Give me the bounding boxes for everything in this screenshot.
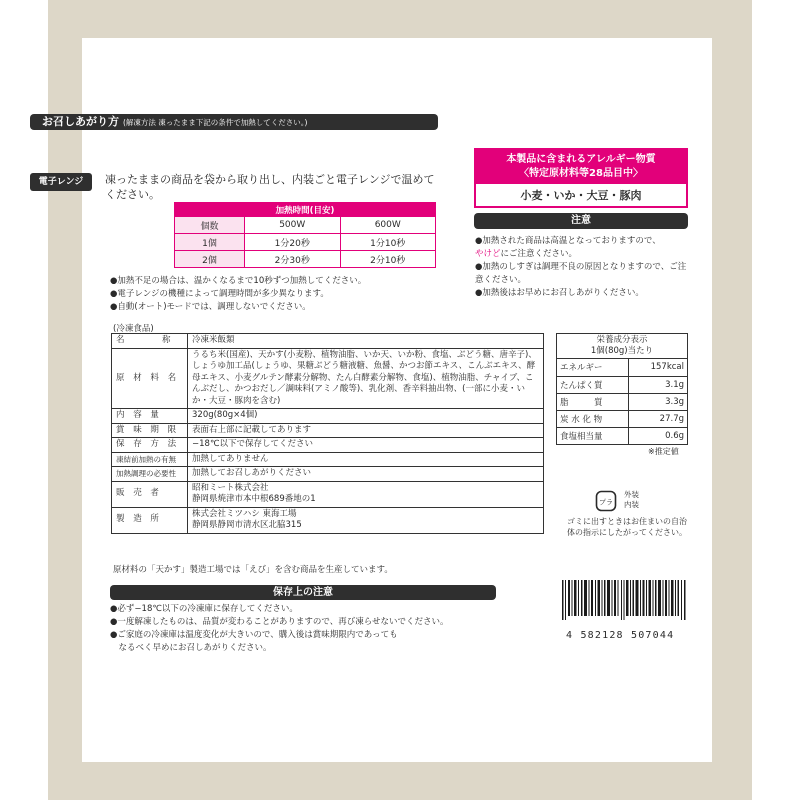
heating-note: ●自動(オート)モードでは、調理しないでください。 <box>110 302 311 312</box>
nutrition-label: 食塩相当量 <box>560 431 603 442</box>
allergy-header <box>476 150 686 184</box>
nutrition-table <box>556 333 688 445</box>
plastic-recycle-icon <box>595 490 617 512</box>
heating-col-count: 個数 <box>175 217 245 234</box>
ing-key: 製 造 所 <box>112 507 188 533</box>
serving-subtitle: (解凍方法 凍ったまま下記の条件で加熱してください。) <box>123 118 308 127</box>
ing-key: 凍結前加熱の有無 <box>112 452 188 467</box>
caution-note <box>475 235 690 261</box>
recycle-parts <box>624 490 639 510</box>
nutrition-value: 157kcal <box>629 359 687 376</box>
ingredients-footnote: 原材料の「天かす」製造工場では「えび」を含む商品を生産しています。 <box>113 565 393 575</box>
heating-row-label: 2個 <box>175 251 245 268</box>
recycle-part-outer: 外装 <box>624 490 639 499</box>
nutrition-rows <box>557 359 687 444</box>
barcode-number: 4 582128 507044 <box>566 630 675 641</box>
heating-time-table <box>174 202 436 268</box>
ing-value: 加熱してありません <box>188 452 544 467</box>
nutrition-header <box>557 334 687 359</box>
nutrition-value: 3.3g <box>629 393 687 410</box>
storage-note: ●ご家庭の冷凍庫は温度変化が大きいので、購入後は賞味期限内であっても <box>110 630 398 640</box>
allergy-box <box>474 148 688 208</box>
heating-cell: 1分20秒 <box>245 234 341 251</box>
nutrition-value: 3.1g <box>629 376 687 393</box>
frozen-food-label: (冷凍食品) <box>113 324 154 334</box>
ing-key: 加熱調理の必要性 <box>112 467 188 482</box>
storage-note: なるべく早めにお召しあがりください。 <box>110 643 272 653</box>
caution-note: ●加熱のしすぎは調理不良の原因となりますので、ご注意ください。 <box>475 262 687 285</box>
ing-value: 昭和ミート株式会社 静岡県焼津市本中根689番地の1 <box>188 481 544 507</box>
heating-cell: 2分30秒 <box>245 251 341 268</box>
storage-header: 保存上の注意 <box>110 585 496 600</box>
heating-cell: 1分10秒 <box>340 234 436 251</box>
nutrition-subtitle: 1個(80g)当たり <box>590 346 654 356</box>
ing-key: 原 材 料 名 <box>112 348 188 409</box>
serving-lead: 凍ったままの商品を袋から取り出し、内装ごと電子レンジで温めてください。 <box>105 173 435 201</box>
allergy-value: 小麦・いか・大豆・豚肉 <box>476 184 686 206</box>
nutrition-label: 炭 水 化 物 <box>557 410 629 427</box>
nutrition-title: 栄養成分表示 <box>596 335 648 345</box>
heating-col-500w: 500W <box>245 217 341 234</box>
microwave-label: 電子レンジ <box>30 173 92 191</box>
ing-value: 加熱してお召しあがりください <box>188 467 544 482</box>
heating-note: ●加熱不足の場合は、温かくなるまで10秒ずつ加熱してください。 <box>110 276 367 286</box>
nutrition-label: エネルギー <box>557 359 629 376</box>
ing-key: 販 売 者 <box>112 481 188 507</box>
ing-value: うるち米(国産)、天かす(小麦粉、植物油脂、いか天、いか粉、食塩、ぶどう糖、唐辛子)、しょうゆ加工品(しょうゆ、果糖ぶどう糖液糖、魚醤、かつお節エキス、こんぶエキス、酵母エキス、小麦グルテン酵素分解物、たん白酵素分解物、食塩)、植物油脂、チャイブ、こんぶだし、かつおだし／調味料(アミノ酸等)、乳化剤、香辛料抽出物、(一部に小麦・いか・大豆・豚肉を含む) <box>188 348 544 409</box>
ing-key: 賞 味 期 限 <box>112 423 188 438</box>
storage-note: ●一度解凍したものは、品質が変わることがありますので、再び凍らせないでください。 <box>110 617 449 627</box>
heating-note: ●電子レンジの機種によって調理時間が多少異なります。 <box>110 289 329 299</box>
nutrition-estimate-note: ※推定値 <box>648 447 679 456</box>
ing-key: 保 存 方 法 <box>112 438 188 453</box>
disposal-note: ゴミに出すときはお住まいの自治体の指示にしたがってください。 <box>567 517 687 537</box>
allergy-subtitle: 〈特定原材料等28品目中〉 <box>519 168 643 179</box>
heating-col-600w: 600W <box>340 217 436 234</box>
nutrition-label: たんぱく質 <box>557 376 629 393</box>
caution-header: 注意 <box>474 213 688 229</box>
ing-value: 320g(80g×4個) <box>188 409 544 424</box>
ingredients-table <box>111 333 544 534</box>
heating-row-label: 1個 <box>175 234 245 251</box>
ing-key: 名 称 <box>112 334 188 349</box>
ing-value: 冷凍米飯類 <box>188 334 544 349</box>
storage-note: ●必ず−18℃以下の冷凍庫に保存してください。 <box>110 604 298 614</box>
allergy-title: 本製品に含まれるアレルギー物質 <box>506 154 656 165</box>
caution-note: ●加熱後はお早めにお召しあがりください。 <box>475 288 644 298</box>
ing-value: 表面右上部に記載してあります <box>188 423 544 438</box>
recycle-mark-text: プラ <box>599 498 613 507</box>
heating-table-header: 加熱時間(目安) <box>175 203 436 217</box>
nutrition-value: 27.7g <box>629 410 687 427</box>
ing-key: 内 容 量 <box>112 409 188 424</box>
caution-note-text: にご注意ください。 <box>500 249 578 259</box>
caution-note-text: ●加熱された商品は高温となっておりますので、 <box>475 236 661 246</box>
heating-notes <box>110 275 440 314</box>
caution-notes <box>475 235 690 300</box>
heating-cell: 2分10秒 <box>340 251 436 268</box>
nutrition-value: 0.6g <box>629 427 687 444</box>
barcode-icon <box>560 580 690 620</box>
serving-directions-header <box>30 114 438 130</box>
serving-title: お召しあがり方 <box>42 115 119 128</box>
ing-value: 株式会社ミツハシ 東海工場 静岡県静岡市清水区北脇315 <box>188 507 544 533</box>
recycle-part-inner: 内装 <box>624 500 639 509</box>
storage-notes <box>110 603 530 655</box>
caution-burn-warning: やけど <box>475 249 501 259</box>
ing-value: −18℃以下で保存してください <box>188 438 544 453</box>
nutrition-label: 脂 質 <box>557 393 629 410</box>
